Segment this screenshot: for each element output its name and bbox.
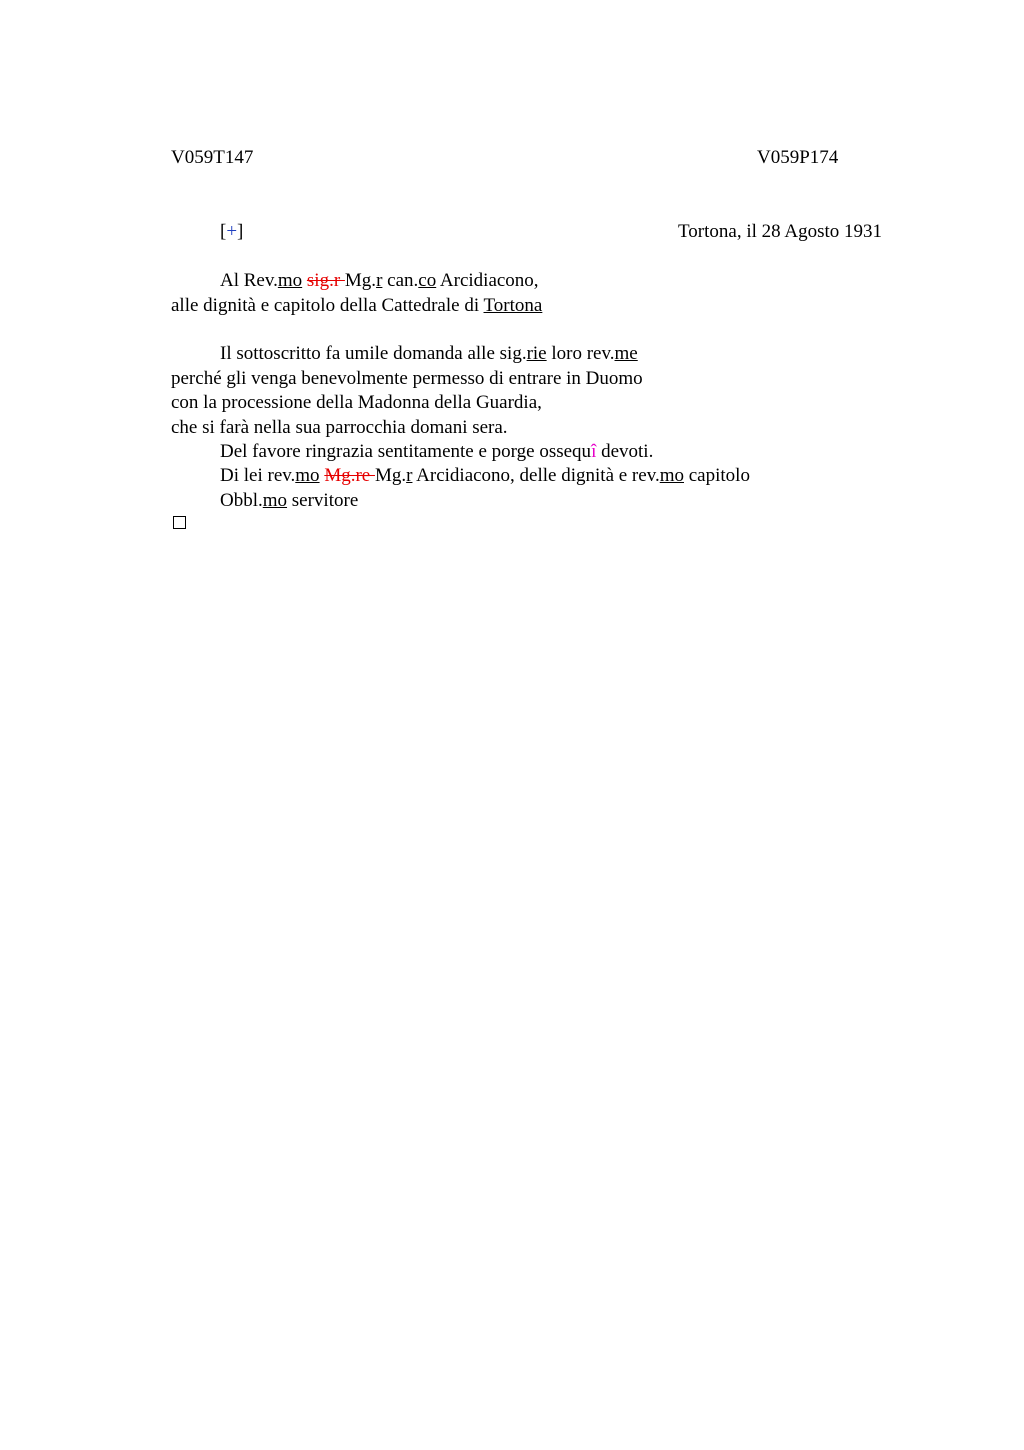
text: alle dignità e capitolo della Cattedrale di bbox=[171, 295, 484, 316]
body-line-2: perché gli venga benevolmente permesso di entrare in Duomo bbox=[171, 368, 643, 389]
abbrev-superscript: r bbox=[376, 270, 383, 291]
cross-marker bbox=[220, 220, 243, 244]
text: Arcidiacono, delle dignità e rev. bbox=[412, 465, 660, 486]
text: Mg. bbox=[374, 465, 407, 486]
abbrev-superscript: me bbox=[614, 343, 638, 364]
text: Il sottoscritto fa umile domanda alle sig. bbox=[220, 343, 527, 364]
abbrev-superscript: rie bbox=[526, 343, 547, 364]
bracket-close: ] bbox=[237, 221, 244, 242]
text: Del favore ringrazia sentitamente e porge ossequ bbox=[220, 441, 592, 462]
text: devoti. bbox=[596, 441, 654, 462]
end-box-icon bbox=[173, 516, 186, 529]
text: Di lei rev. bbox=[220, 465, 296, 486]
text: Al Rev. bbox=[220, 270, 278, 291]
address-line-2 bbox=[171, 294, 542, 318]
deleted-text: sig.r bbox=[306, 270, 345, 291]
text: can. bbox=[382, 270, 419, 291]
text: Mg. bbox=[344, 270, 377, 291]
abbrev-superscript: mo bbox=[295, 465, 320, 486]
cross-icon: + bbox=[226, 221, 238, 242]
text: capitolo bbox=[684, 465, 750, 486]
document-code-left: V059T147 bbox=[171, 147, 254, 168]
place-date: Tortona, il 28 Agosto 1931 bbox=[678, 221, 882, 242]
abbrev-superscript: mo bbox=[659, 465, 684, 486]
abbrev-superscript: co bbox=[418, 270, 437, 291]
text: Obbl. bbox=[220, 490, 263, 511]
address-line-1 bbox=[220, 269, 539, 293]
text: Arcidiacono, bbox=[436, 270, 539, 291]
body-line-3: con la processione della Madonna della Guardia, bbox=[171, 392, 542, 413]
body-line-4: che si farà nella sua parrocchia domani sera. bbox=[171, 417, 508, 438]
bracket-open: [ bbox=[220, 221, 227, 242]
body-line-5 bbox=[220, 440, 653, 464]
place-name: Tortona bbox=[483, 295, 543, 316]
text: loro rev. bbox=[546, 343, 615, 364]
abbrev-superscript: mo bbox=[262, 490, 288, 511]
deleted-text: Mg.re bbox=[324, 465, 375, 486]
body-line-6 bbox=[220, 464, 750, 488]
signature-line bbox=[220, 489, 358, 513]
body-line-1 bbox=[220, 342, 638, 366]
abbrev-superscript: r bbox=[406, 465, 413, 486]
abbrev-superscript: mo bbox=[277, 270, 303, 291]
document-code-right: V059P174 bbox=[757, 147, 839, 168]
accented-letter: î bbox=[591, 441, 597, 462]
text: servitore bbox=[287, 490, 359, 511]
